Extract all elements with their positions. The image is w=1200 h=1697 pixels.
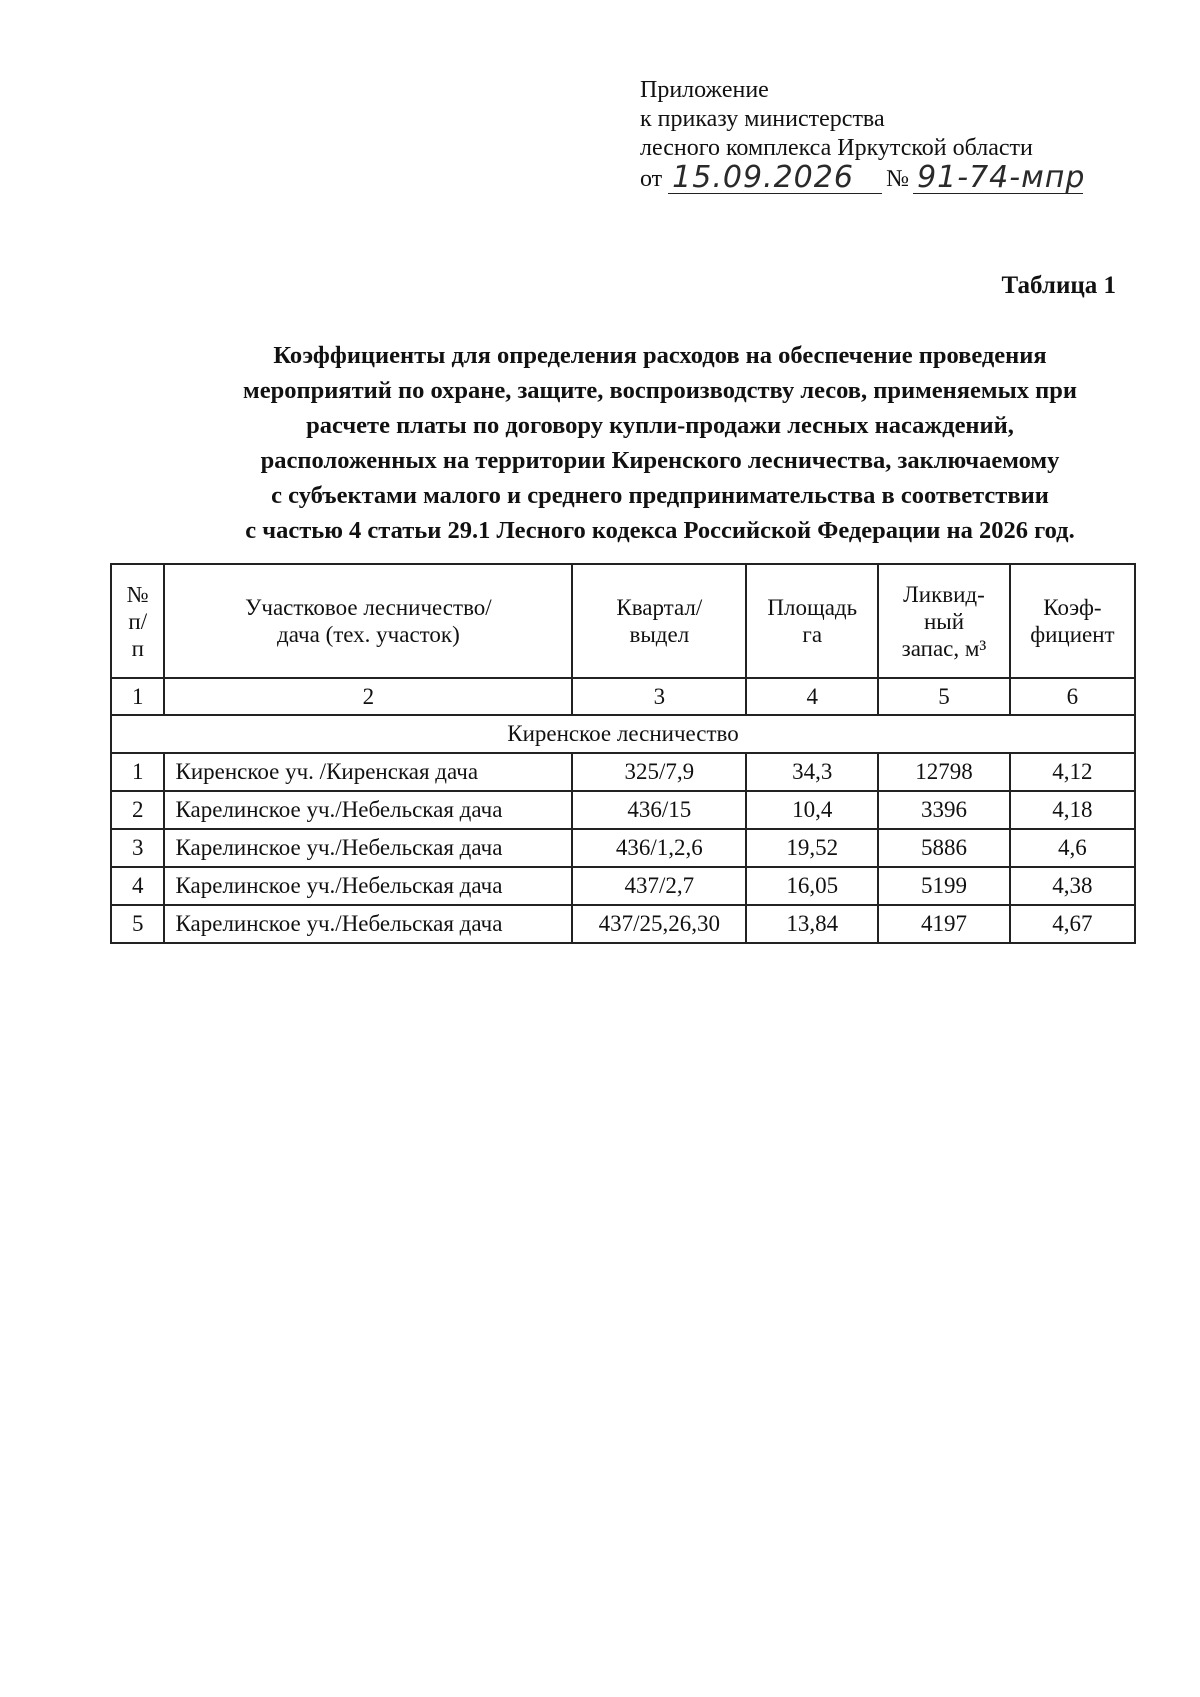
- appendix-block: [640, 76, 1086, 195]
- row-forestry: Киренское уч. /Киренская дача: [164, 753, 572, 791]
- row-coefficient: 4,38: [1010, 867, 1135, 905]
- row-index: 3: [111, 829, 164, 867]
- header-index: [111, 564, 164, 678]
- appendix-line-1: Приложение: [640, 77, 769, 103]
- row-area: 10,4: [746, 791, 878, 829]
- row-area: 13,84: [746, 905, 878, 943]
- row-coefficient: 4,6: [1010, 829, 1135, 867]
- row-quarter: 437/25,26,30: [572, 905, 746, 943]
- order-date-handwritten: 15.09.2026: [668, 163, 882, 194]
- row-coefficient: 4,18: [1010, 791, 1135, 829]
- heading-line: расчете платы по договору купли-продажи лесных насаждений,: [306, 412, 1014, 439]
- row-coefficient: 4,12: [1010, 753, 1135, 791]
- column-number-row: [111, 678, 1135, 715]
- header-area: [746, 564, 878, 678]
- row-index: 1: [111, 753, 164, 791]
- header-quarter: [572, 564, 746, 678]
- row-stock: 5886: [878, 829, 1010, 867]
- appendix-line-3: лесного комплекса Иркутской области: [640, 135, 1033, 161]
- header-stock-line: Ликвид-: [903, 581, 985, 607]
- header-coefficient-line: Коэф-: [1043, 595, 1102, 620]
- row-area: 16,05: [746, 867, 878, 905]
- row-quarter: 325/7,9: [572, 753, 746, 791]
- header-stock-line: запас, м³: [901, 635, 987, 661]
- header-row: [111, 564, 1135, 678]
- column-number: 5: [878, 678, 1010, 715]
- document-heading: [150, 338, 1170, 548]
- appendix-line-2: к приказу министерства: [640, 106, 885, 132]
- row-quarter: 437/2,7: [572, 867, 746, 905]
- row-stock: 4197: [878, 905, 1010, 943]
- column-number: 6: [1010, 678, 1135, 715]
- header-coefficient: [1010, 564, 1135, 678]
- row-stock: 5199: [878, 867, 1010, 905]
- column-number: 4: [746, 678, 878, 715]
- header-area-line: Площадь: [767, 595, 858, 620]
- header-forestry: [164, 564, 572, 678]
- row-forestry: Карелинское уч./Небельская дача: [164, 829, 572, 867]
- row-index: 4: [111, 867, 164, 905]
- table-row: [111, 829, 1135, 867]
- row-index: 2: [111, 791, 164, 829]
- row-forestry: Карелинское уч./Небельская дача: [164, 905, 572, 943]
- header-forestry-line: дача (тех. участок): [277, 622, 460, 647]
- row-forestry: Карелинское уч./Небельская дача: [164, 867, 572, 905]
- header-quarter-line: Квартал/: [616, 595, 703, 620]
- table-row: [111, 867, 1135, 905]
- order-number-handwritten: 91-74-мпр: [913, 163, 1083, 194]
- row-quarter: 436/1,2,6: [572, 829, 746, 867]
- section-title: Киренское лесничество: [111, 715, 1135, 753]
- row-coefficient: 4,67: [1010, 905, 1135, 943]
- order-date-number-line: [640, 160, 1086, 195]
- column-number: 1: [111, 678, 164, 715]
- table-row: [111, 791, 1135, 829]
- header-stock-line: ный: [923, 608, 965, 634]
- row-stock: 12798: [878, 753, 1010, 791]
- header-forestry-line: Участковое лесничество/: [245, 595, 492, 620]
- from-label: от: [640, 166, 663, 192]
- row-area: 34,3: [746, 753, 878, 791]
- table-row: [111, 753, 1135, 791]
- row-index: 5: [111, 905, 164, 943]
- number-sign: №: [886, 166, 910, 192]
- coefficients-table: [110, 563, 1136, 944]
- table-label: Таблица 1: [1001, 272, 1116, 299]
- heading-line: с субъектами малого и среднего предпринимательства в соответствии: [271, 482, 1049, 509]
- row-forestry: Карелинское уч./Небельская дача: [164, 791, 572, 829]
- header-quarter-line: выдел: [629, 622, 690, 647]
- row-area: 19,52: [746, 829, 878, 867]
- heading-line: Коэффициенты для определения расходов на обеспечение проведения: [273, 342, 1047, 369]
- header-index-line: п/: [128, 608, 148, 634]
- header-index-line: №: [126, 581, 149, 607]
- heading-line: с частью 4 статьи 29.1 Лесного кодекса Российской Федерации на 2026 год.: [245, 517, 1075, 544]
- header-area-line: га: [802, 622, 823, 647]
- heading-line: расположенных на территории Киренского лесничества, заключаемому: [260, 447, 1060, 474]
- column-number: 3: [572, 678, 746, 715]
- header-coefficient-line: фициент: [1030, 622, 1115, 647]
- table-row: [111, 905, 1135, 943]
- section-row: [111, 715, 1135, 753]
- header-index-line: п: [131, 635, 144, 661]
- heading-line: мероприятий по охране, защите, воспроизводству лесов, применяемых при: [243, 377, 1077, 404]
- header-stock: [878, 564, 1010, 678]
- column-number: 2: [164, 678, 572, 715]
- row-quarter: 436/15: [572, 791, 746, 829]
- row-stock: 3396: [878, 791, 1010, 829]
